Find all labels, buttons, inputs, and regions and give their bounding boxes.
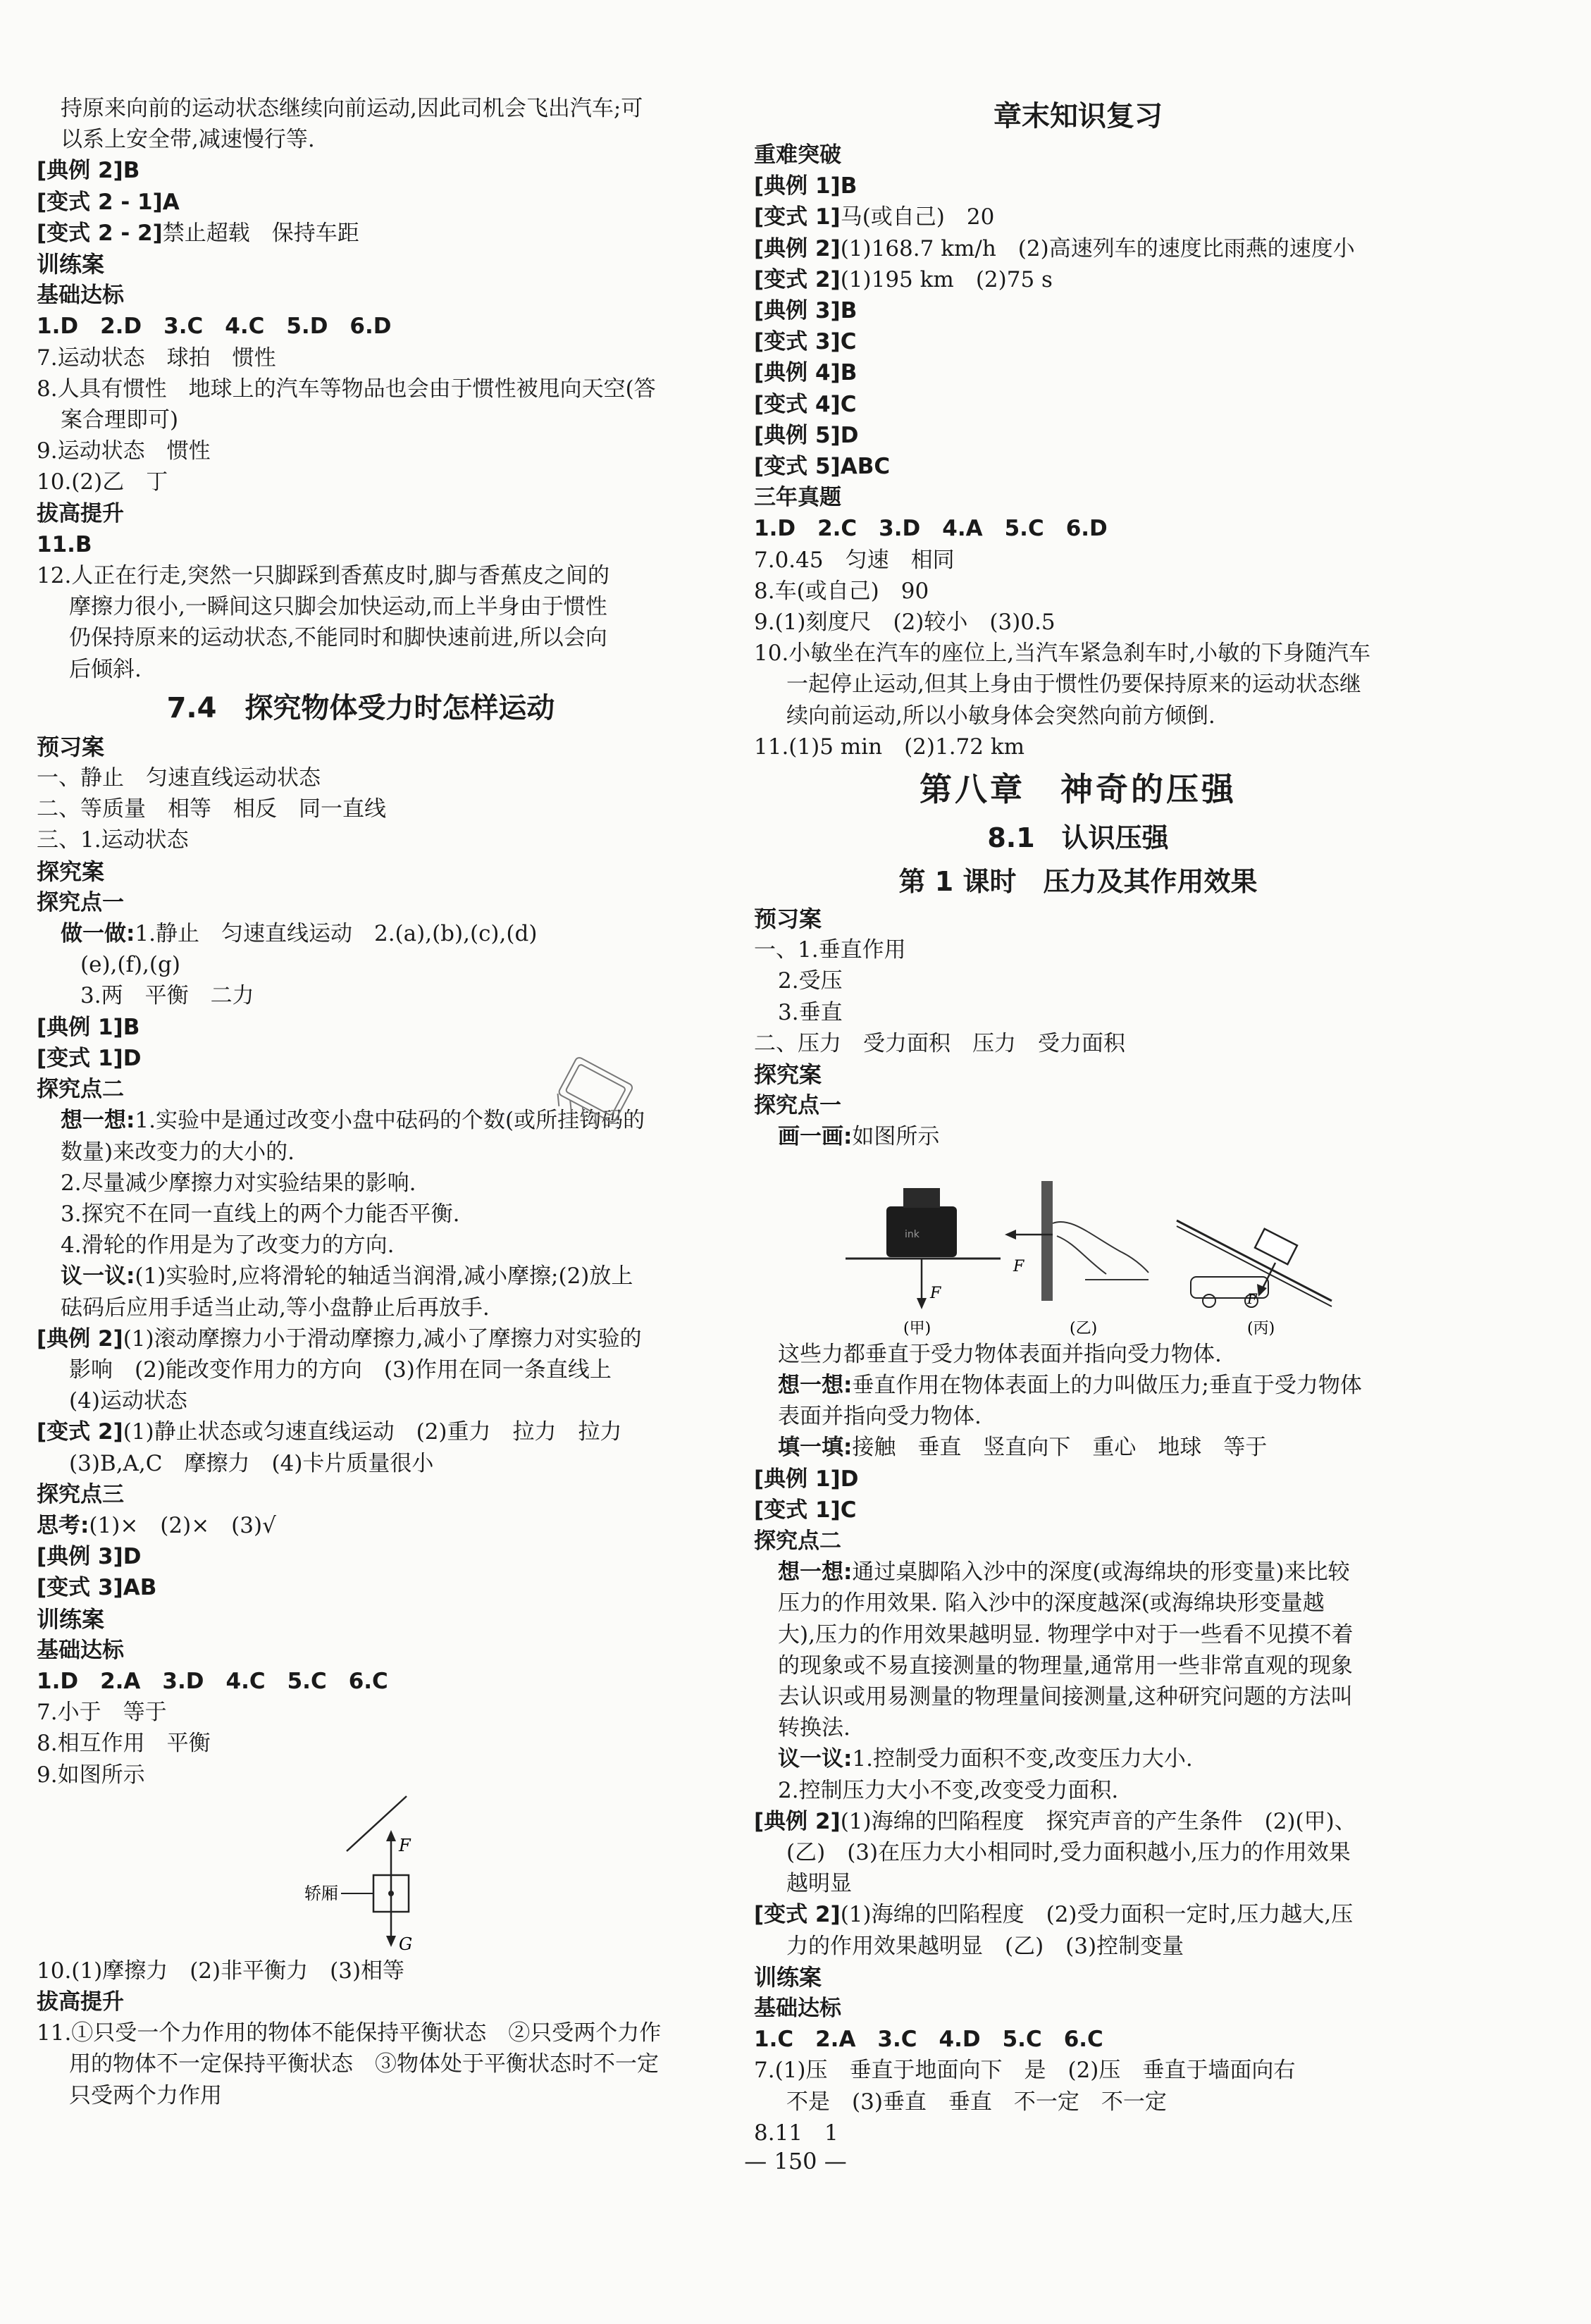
text-line: 2.受压 — [778, 968, 843, 994]
answer-tag: [典例 2] — [754, 1808, 841, 1834]
right-column — [754, 93, 1402, 2149]
answer-value: C — [840, 1497, 857, 1523]
text-line: 持原来向前的运动状态继续向前运动,因此司机会飞出汽车;可 — [61, 96, 643, 121]
text-line: 11.(1)5 min (2)1.72 km — [754, 734, 1025, 760]
text-line: 案合理即可) — [61, 407, 179, 433]
sub-heading: 三年真题 — [754, 485, 841, 511]
wall — [1041, 1181, 1053, 1301]
answer-value: (1)168.7 km/h (2)高速列车的速度比雨燕的速度小 — [840, 235, 1355, 261]
text-line: 11.①只受一个力作用的物体不能保持平衡状态 ②只受两个力作 — [37, 2020, 662, 2046]
answer-tag: 思考: — [37, 1512, 89, 1538]
text-line: 摩擦力很小,一瞬间这只脚会加快运动,而上半身由于惯性 — [69, 594, 607, 620]
answer-value: 通过桌脚陷入沙中的深度(或海绵块的形变量)来比较 — [852, 1559, 1350, 1586]
label-jia: (甲) — [903, 1319, 931, 1337]
answer-line — [754, 451, 1402, 482]
answer-tag: 填一填: — [778, 1435, 853, 1461]
answer-value: 1.静止 匀速直线运动 2.(a),(b),(c),(d) — [135, 921, 538, 947]
answer-line — [37, 155, 685, 186]
section-label: 训练案 — [754, 1963, 822, 1991]
choice-answers: 1.D 2.A 3.D 4.C 5.C 6.C — [37, 1668, 388, 1694]
answer-value: (1)滚动摩擦力小于滑动摩擦力,减小了摩擦力对实验的 — [123, 1325, 642, 1352]
sub-heading: 基础达标 — [754, 1995, 841, 2021]
text-line: (3)B,A,C 摩擦力 (4)卡片质量很小 — [69, 1450, 434, 1476]
text-line: 10.(2)乙 丁 — [37, 469, 168, 495]
text-line: 9.(1)刻度尺 (2)较小 (3)0.5 — [754, 610, 1055, 636]
answer-value: 1.实验中是通过改变小盘中砝码的个数(或所挂钩码的 — [135, 1108, 645, 1134]
answer-line — [754, 264, 1402, 295]
text-line: 三、1.运动状态 — [37, 827, 189, 853]
answer-value: B — [840, 298, 858, 324]
section-label: 探究案 — [37, 858, 105, 885]
sub-heading: 探究点一 — [37, 889, 124, 915]
choice-answers: 1.C 2.A 3.C 4.D 5.C 6.C — [754, 2027, 1103, 2053]
section-label: 训练案 — [37, 1605, 105, 1633]
answer-line — [37, 187, 685, 218]
text-line: 10.小敏坐在汽车的座位上,当汽车紧急刹车时,小敏的下身随汽车 — [754, 641, 1371, 667]
text-line: 越明显 — [786, 1871, 852, 1897]
answer-tag: 想一想: — [778, 1559, 853, 1586]
answer-line — [37, 1510, 685, 1541]
answer-line — [754, 1432, 1402, 1463]
text-line: 3.探究不在同一直线上的两个力能否平衡. — [61, 1201, 460, 1227]
answer-tag: [变式 3] — [754, 329, 841, 355]
sub-heading: 探究点二 — [754, 1528, 841, 1554]
answer-value: B — [123, 158, 140, 184]
label-bing: (丙) — [1247, 1319, 1275, 1337]
text-line: 12.人正在行走,突然一只脚踩到香蕉皮时,脚与香蕉皮之间的 — [37, 563, 610, 589]
sub-heading: 重难突破 — [754, 142, 841, 168]
stamp-mark-icon — [541, 1054, 647, 1132]
answer-line — [754, 171, 1402, 202]
sub-heading: 基础达标 — [37, 283, 124, 309]
answer-tag: [变式 2] — [754, 1902, 841, 1928]
answer-line — [37, 918, 685, 949]
choice-answers: 11.B — [37, 531, 92, 557]
answer-value: D — [840, 422, 859, 448]
text-line: 大),压力的作用效果越明显. 物理学中对于一些看不见摸不着 — [778, 1621, 1354, 1648]
answer-line — [754, 1121, 1402, 1152]
text-line: 8.11 1 — [754, 2120, 838, 2146]
answer-line — [754, 1743, 1402, 1774]
text-line: 3.两 平衡 二力 — [80, 983, 254, 1009]
block — [1255, 1229, 1297, 1264]
sub-heading: 拔高提升 — [37, 1989, 124, 2015]
sub-heading: 拔高提升 — [37, 500, 124, 526]
answer-line — [754, 1557, 1402, 1588]
choice-answers: 1.D 2.D 3.C 4.C 5.D 6.D — [37, 314, 392, 340]
answer-line — [37, 1323, 685, 1354]
answer-line — [37, 218, 685, 249]
answer-tag: [变式 3] — [37, 1575, 123, 1601]
answer-tag: 议一议: — [778, 1746, 853, 1772]
answer-tag: [变式 2 - 2] — [37, 220, 163, 246]
text-line: 7.0.45 匀速 相同 — [754, 547, 955, 573]
lesson-title: 8.1 认识压强 — [987, 822, 1169, 854]
answer-line — [37, 1541, 685, 1572]
answer-value: A — [162, 189, 180, 215]
text-line: 只受两个力作用 — [69, 2082, 222, 2108]
section-title: 7.4 探究物体受力时怎样运动 — [166, 691, 555, 724]
answer-line — [754, 233, 1402, 264]
answer-tag: [变式 2] — [754, 266, 841, 292]
answer-tag: 画一画: — [778, 1124, 853, 1150]
answer-tag: [变式 1] — [754, 204, 841, 230]
answer-tag: [变式 2] — [37, 1419, 123, 1445]
answer-value: C — [840, 391, 857, 417]
text-line: 一起停止运动,但其上身由于惯性仍要保持原来的运动状态继 — [786, 672, 1361, 698]
answer-value: (1)实验时,应将滑轮的轴适当润滑,减小摩擦;(2)放上 — [135, 1263, 633, 1290]
answer-tag: [典例 1] — [754, 1466, 841, 1492]
svg-text:ink: ink — [905, 1228, 920, 1240]
text-line: 这些力都垂直于受力物体表面并指向受力物体. — [778, 1341, 1222, 1367]
answer-line — [754, 1464, 1402, 1495]
text-line: 的现象或不易直接测量的物理量,通常用一些非常直观的现象 — [778, 1652, 1353, 1679]
answer-tag: [变式 2 - 1] — [37, 189, 163, 215]
force-down-label: G — [399, 1934, 413, 1954]
section-label: 预习案 — [37, 733, 105, 760]
answer-tag: 做一做: — [61, 921, 135, 947]
text-line: 续向前运动,所以小敏身体会突然向前方倾倒. — [786, 703, 1215, 729]
text-line: 一、静止 匀速直线运动状态 — [37, 765, 321, 791]
text-line: 8.相互作用 平衡 — [37, 1731, 211, 1757]
section-label: 预习案 — [754, 906, 822, 933]
pressure-diagrams — [754, 1153, 1402, 1339]
answer-tag: [变式 1] — [754, 1497, 841, 1523]
lesson-title: 第 1 课时 压力及其作用效果 — [898, 866, 1258, 898]
lift-force-diagram — [37, 1791, 685, 1955]
answer-tag: [典例 2] — [37, 158, 123, 184]
text-line: (e),(f),(g) — [80, 952, 180, 978]
answer-line — [37, 1012, 685, 1043]
answer-tag: [典例 2] — [37, 1325, 123, 1352]
answer-value: 如图所示 — [852, 1124, 940, 1150]
fig-lift — [37, 1791, 685, 1955]
ink-bottle — [886, 1206, 957, 1257]
answer-tag: [典例 3] — [754, 298, 841, 324]
answer-value: (1)海绵的凹陷程度 (2)受力面积一定时,压力越大,压 — [840, 1902, 1354, 1928]
answer-value: B — [840, 360, 858, 386]
answer-tag: [典例 1] — [754, 173, 841, 199]
answer-value: (1)195 km (2)75 s — [840, 266, 1053, 292]
text-line: 影响 (2)能改变作用力的方向 (3)作用在同一条直线上 — [69, 1356, 612, 1383]
lift-label: 轿厢 — [304, 1883, 338, 1903]
answer-value: D — [123, 1544, 142, 1570]
text-line: 用的物体不一定保持平衡状态 ③物体处于平衡状态时不一定 — [69, 2051, 659, 2077]
answer-value: B — [840, 173, 858, 199]
text-line: 3.垂直 — [778, 999, 843, 1025]
answer-value: 马(或自己) 20 — [840, 204, 995, 230]
text-line: 表面并指向受力物体. — [778, 1404, 982, 1430]
lift-cable — [347, 1796, 407, 1851]
text-line: 后倾斜. — [69, 656, 142, 682]
answer-value: 禁止超载 保持车距 — [162, 220, 359, 246]
section-label: 训练案 — [37, 251, 105, 278]
section-label: 探究案 — [754, 1061, 822, 1089]
sub-heading: 探究点三 — [37, 1481, 124, 1507]
answer-tag: [典例 2] — [754, 235, 841, 261]
answer-value: (1)静止状态或匀速直线运动 (2)重力 拉力 拉力 — [123, 1419, 622, 1445]
text-line: 力的作用效果越明显 (乙) (3)控制变量 — [786, 1933, 1184, 1959]
svg-text:F: F — [930, 1284, 941, 1302]
text-line: 9.运动状态 惯性 — [37, 438, 211, 464]
text-line: 去认识或用易测量的物理量间接测量,这种研究问题的方法叫 — [778, 1683, 1353, 1710]
answer-line — [37, 1416, 685, 1447]
text-line: 压力的作用效果. 陷入沙中的深度越深(或海绵块形变量越 — [778, 1590, 1325, 1617]
answer-value: AB — [123, 1575, 157, 1601]
page-number: — 150 — — [744, 2148, 847, 2175]
text-line: 8.人具有惯性 地球上的汽车等物品也会由于惯性被甩向天空(答 — [37, 376, 656, 402]
answer-value: D — [840, 1466, 859, 1492]
text-line: 砝码后应用手适当止动,等小盘静止后再放手. — [61, 1294, 490, 1321]
answer-tag: 想一想: — [61, 1108, 135, 1134]
answer-line — [37, 1572, 685, 1603]
answer-tag: 想一想: — [778, 1372, 853, 1398]
answer-value: 接触 垂直 竖直向下 重心 地球 等于 — [852, 1435, 1268, 1461]
text-line: 2.尽量减少摩擦力对实验结果的影响. — [61, 1170, 416, 1196]
answer-tag: [变式 1] — [37, 1045, 123, 1071]
answer-line — [754, 1370, 1402, 1401]
answer-line — [754, 420, 1402, 451]
text-line: 以系上安全带,减速慢行等. — [61, 127, 315, 153]
sub-heading: 基础达标 — [37, 1637, 124, 1663]
hand-sketch — [1053, 1222, 1149, 1280]
answer-line — [754, 1806, 1402, 1837]
answer-line — [754, 326, 1402, 357]
answer-line — [754, 1495, 1402, 1526]
chapter-title: 第八章 神奇的压强 — [920, 770, 1237, 809]
answer-tag: [变式 4] — [754, 391, 841, 417]
answer-tag: [典例 5] — [754, 422, 841, 448]
answer-line — [754, 389, 1402, 420]
text-line: 仍保持原来的运动状态,不能同时和脚快速前进,所以会向 — [69, 625, 607, 651]
answer-tag: [变式 5] — [754, 454, 841, 480]
force-up-label: F — [399, 1835, 411, 1855]
answer-value: (1)× (2)× (3)√ — [89, 1512, 276, 1538]
text-line: 转换法. — [778, 1715, 850, 1741]
answer-value: ABC — [840, 454, 891, 480]
answer-line — [754, 1899, 1402, 1930]
svg-text:F: F — [1247, 1290, 1257, 1307]
answer-value: 1.控制受力面积不变,改变压力大小. — [852, 1746, 1193, 1772]
text-line: 8.车(或自己) 90 — [754, 578, 929, 604]
text-line: 7.(1)压 垂直于地面向下 是 (2)压 垂直于墙面向右 — [754, 2058, 1296, 2084]
text-line: 7.运动状态 球拍 惯性 — [37, 345, 276, 371]
answer-tag: 议一议: — [61, 1263, 135, 1290]
label-yi: (乙) — [1070, 1319, 1098, 1337]
answer-value: 垂直作用在物体表面上的力叫做压力;垂直于受力物体 — [852, 1372, 1362, 1398]
sub-heading: 探究点二 — [37, 1077, 124, 1103]
answer-line — [754, 202, 1402, 233]
text-line: 9.如图所示 — [37, 1762, 145, 1788]
text-line: 数量)来改变力的大小的. — [61, 1139, 295, 1165]
text-line: 一、1.垂直作用 — [754, 937, 906, 963]
answer-tag: [典例 3] — [37, 1544, 123, 1570]
text-line: 不是 (3)垂直 垂直 不一定 不一定 — [786, 2089, 1167, 2115]
section-title: 章末知识复习 — [993, 100, 1163, 132]
text-line: 10.(1)摩擦力 (2)非平衡力 (3)相等 — [37, 1958, 405, 1984]
text-line: 二、等质量 相等 相反 同一直线 — [37, 796, 386, 822]
text-line: 4.滑轮的作用是为了改变力的方向. — [61, 1232, 395, 1259]
answer-tag: [典例 1] — [37, 1014, 123, 1040]
svg-text:F: F — [1013, 1257, 1024, 1275]
answer-line — [754, 295, 1402, 326]
fig-press — [754, 1153, 1402, 1339]
answer-line — [754, 357, 1402, 388]
answer-value: B — [123, 1014, 140, 1040]
text-line: 2.控制压力大小不变,改变受力面积. — [778, 1777, 1119, 1803]
text-line: (4)运动状态 — [69, 1388, 187, 1414]
answer-line — [37, 1261, 685, 1292]
text-line: 7.小于 等于 — [37, 1700, 167, 1726]
choice-answers: 1.D 2.C 3.D 4.A 5.C 6.D — [754, 516, 1108, 542]
answer-value: C — [840, 329, 857, 355]
sub-heading: 探究点一 — [754, 1093, 841, 1119]
answer-value: D — [123, 1045, 142, 1071]
incline-board — [1177, 1220, 1332, 1301]
text-line: 二、压力 受力面积 压力 受力面积 — [754, 1030, 1125, 1056]
text-line: (乙) (3)在压力大小相同时,受力面积越小,压力的作用效果 — [786, 1839, 1351, 1865]
answer-tag: [典例 4] — [754, 360, 841, 386]
answer-value: (1)海绵的凹陷程度 探究声音的产生条件 (2)(甲)、 — [840, 1808, 1356, 1834]
